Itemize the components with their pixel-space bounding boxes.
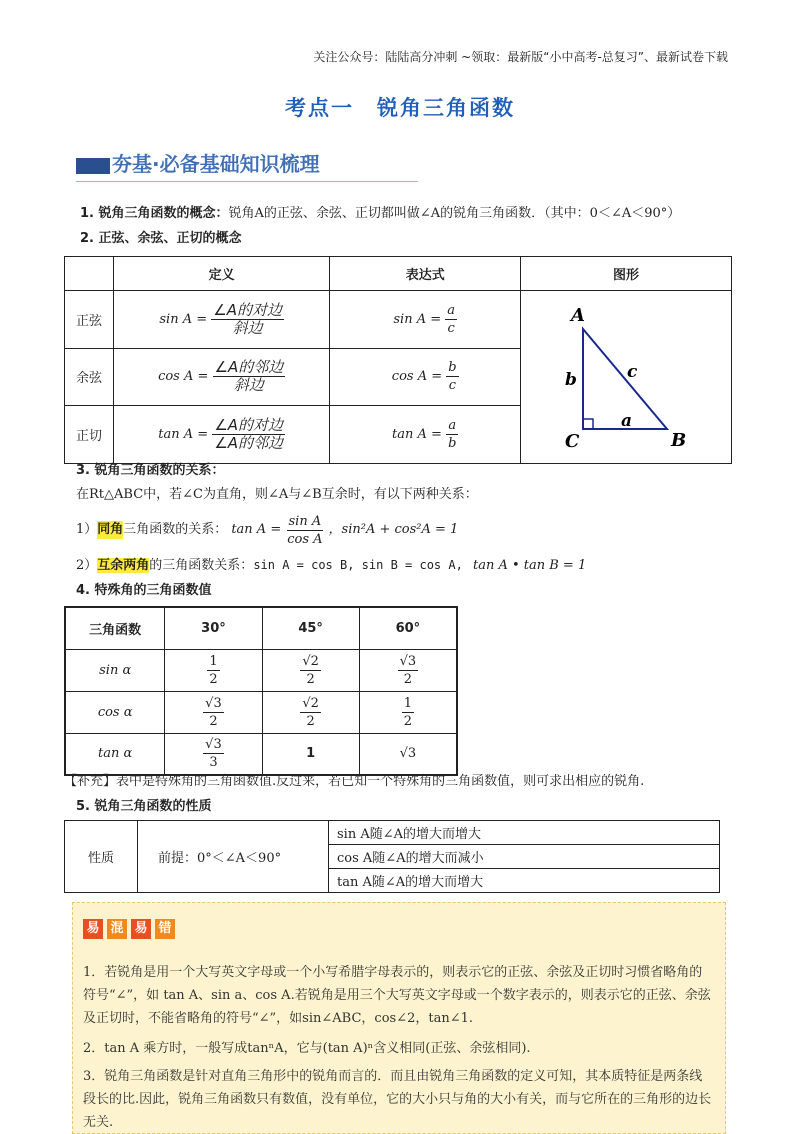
item2-label: 2. 正弦、余弦、正切的概念 [80,231,242,246]
fraction-denominator: 2 [209,713,218,729]
relation-2-formula: tan A • tan B = 1 [472,558,587,573]
fraction-denominator: 3 [209,755,218,771]
side-c-label: c [626,362,638,382]
fraction-denominator: c [447,320,455,336]
badge-char: 易 [131,919,151,939]
table1-header-definition: 定义 [113,257,330,291]
fraction-denominator: c [448,378,457,394]
relation-2-text: 的三角函数关系： [149,558,254,573]
relation-1-lhs: tan A = [231,522,282,537]
fn-cell: tan α [65,733,165,775]
value-fraction [203,736,224,771]
fn-cell: sin α [65,649,165,691]
fraction-numerator: √3 [205,737,222,753]
table-row [65,733,457,775]
supplement-note: 【补充】表中是特殊角的三角函数值.反过来，若已知一个特殊角的三角函数值，则可求出相应的锐角. [64,774,645,789]
fraction-denominator: 斜边 [232,318,263,337]
item3-intro: 在Rt△ABC中，若∠C为直角，则∠A与∠B互余时，有以下两种关系： [76,487,478,502]
fraction-numerator: √2 [302,695,319,711]
fn-label: cos A = [391,369,443,385]
badge-char: 错 [155,919,175,939]
fn-label: tan A = [392,427,442,443]
mistakes-badges [83,919,175,939]
header-note: 关注公众号：陆陆高分冲刺 ~领取：最新版“小中高考-总复习”、最新试卷下载 [313,50,728,64]
row-name: 正弦 [65,291,114,349]
right-triangle-figure [521,291,731,459]
fraction-numerator: √2 [302,653,319,669]
banner-bar [76,158,110,174]
item1 [80,205,680,223]
fraction-denominator: 2 [306,713,315,729]
fraction-denominator: 2 [306,671,315,687]
value-cell [359,691,457,733]
item1-label: 1. 锐角三角函数的概念： [80,206,229,221]
trig-definition-table [64,256,732,464]
mistake-point-1: 1．若锐角是用一个大写英文字母或一个小写希腊字母表示的，则表示它的正弦、余弦及正切时习惯省略角的符号“∠”，如 tan A、sin a、cos A.若锐角是用三个大写英文字母或一个数字表示的，则表示它的正弦、余弦及正切时，不能省略角的符号“∠”，如sin∠ABC，cos∠2，tan∠1. [83,965,711,1026]
value-fraction [300,695,321,730]
relation-1 [76,512,458,548]
expression-cell [330,406,521,464]
fraction-denominator: cos A [287,531,323,547]
fraction-denominator: 2 [403,671,412,687]
property-label: 性质 [65,821,138,893]
right-angle-mark [583,419,593,429]
vertex-C-label: C [564,431,580,452]
value-cell [165,691,262,733]
fn-label: sin A = [159,311,208,327]
fraction-denominator: 斜边 [233,376,264,395]
item4-label: 4. 特殊角的三角函数值 [76,583,212,598]
value-cell [262,649,359,691]
section-banner-text: 夯基·必备基础知识梳理 [112,152,320,176]
relation-1-fraction [285,513,324,548]
fn-label: tan A = [158,427,209,443]
relation-2-mono: sin A = cos B, sin B = cos A, [253,558,463,572]
item1-text: 锐角A的正弦、余弦、正切都叫做∠A的锐角三角函数．（其中：0＜∠A＜90°） [228,206,681,221]
value-cell: √3 [359,733,457,775]
side-b-label: b [564,370,577,390]
fraction-numerator: ∠A的邻边 [214,358,284,377]
vertex-A-label: A [570,305,585,326]
side-a-label: a [620,411,632,431]
value-fraction [398,653,419,688]
fraction-numerator: √3 [399,653,417,669]
fn-label: sin A = [393,311,442,327]
definition-fraction [212,417,285,452]
definition-cell [113,291,330,349]
fraction-denominator: b [448,436,457,452]
fraction-numerator: ∠A的对边 [214,416,284,435]
mistake-point-3: 3．锐角三角函数是针对直角三角形中的锐角而言的．而且由锐角三角函数的定义可知，其本质特征是两条线段长的比.因此，锐角三角函数只有数值，没有单位，它的大小只与角的大小有关，而与它所在的三角形的边长无关. [83,1069,712,1130]
table-row [65,691,457,733]
relation-2-prefix: 2） [76,558,98,573]
properties-table [64,820,720,893]
row-name: 余弦 [65,348,114,406]
section-banner [76,148,418,182]
fraction-denominator: 2 [403,713,412,729]
fraction-numerator: a [448,418,457,434]
expression-fraction [446,359,458,394]
fraction-denominator: 2 [209,671,218,687]
fraction-numerator: 1 [209,653,218,669]
fraction-numerator: 1 [403,695,412,711]
relation-1-highlight: 同角 [97,522,124,537]
property-row: sin A随∠A的增大而增大 [329,821,720,845]
value-fraction [203,695,224,730]
table-row [65,649,457,691]
relation-1-text: 三角函数的关系： [123,522,228,537]
figure-cell [520,291,731,464]
vertex-B-label: B [670,430,687,451]
relation-2-highlight: 互余两角 [97,558,150,573]
table2-header-60: 60° [359,607,457,649]
table-row [65,291,732,349]
property-row: cos A随∠A的增大而减小 [329,845,720,869]
table1-header-figure: 图形 [520,257,731,291]
fraction-numerator: √3 [205,695,222,711]
row-name: 正切 [65,406,114,464]
definition-fraction [211,302,284,337]
expression-cell [330,291,521,349]
property-row: tan A随∠A的增大而增大 [329,869,720,893]
page-title: 考点一 锐角三角函数 [285,96,515,120]
common-mistakes-box [72,902,726,1134]
badge-char: 混 [107,919,127,939]
badge-char: 易 [83,919,103,939]
banner-underline [76,181,418,182]
fraction-numerator: a [447,302,456,318]
value-cell [262,691,359,733]
table1-corner [65,257,114,291]
value-cell [359,649,457,691]
table1-header-expression: 表达式 [330,257,521,291]
special-angles-table [64,606,458,776]
premise-cell: 前提：0°＜∠A＜90° [138,821,329,893]
relation-2 [76,556,586,575]
value-cell [165,649,262,691]
expression-fraction [446,417,458,452]
relation-1-identity: ，sin²A + cos²A = 1 [328,522,459,537]
mistake-point-2: 2．tan A 乘方时，一般写成tanⁿA，它与(tan A)ⁿ含义相同(正弦、余弦相同). [83,1041,531,1056]
definition-cell [113,406,330,464]
expression-cell [330,348,521,406]
item3-label: 3. 锐角三角函数的关系： [76,463,225,478]
item5-label: 5. 锐角三角函数的性质 [76,799,212,814]
table2-header-fn: 三角函数 [65,607,165,649]
fn-label: cos A = [158,369,209,385]
expression-fraction [445,302,457,337]
value-cell [165,733,262,775]
table2-header-30: 30° [165,607,262,649]
table2-header-45: 45° [262,607,359,649]
definition-cell [113,348,330,406]
value-cell: 1 [262,733,359,775]
relation-1-prefix: 1） [76,522,98,537]
fraction-numerator: ∠A的对边 [213,300,282,319]
fraction-numerator: b [448,360,457,376]
fn-cell: cos α [65,691,165,733]
value-fraction [207,653,219,688]
value-fraction [402,695,414,730]
fraction-denominator: ∠A的邻边 [214,434,284,453]
value-fraction [300,653,321,688]
definition-fraction [213,359,286,394]
fraction-numerator: sin A [288,513,322,529]
